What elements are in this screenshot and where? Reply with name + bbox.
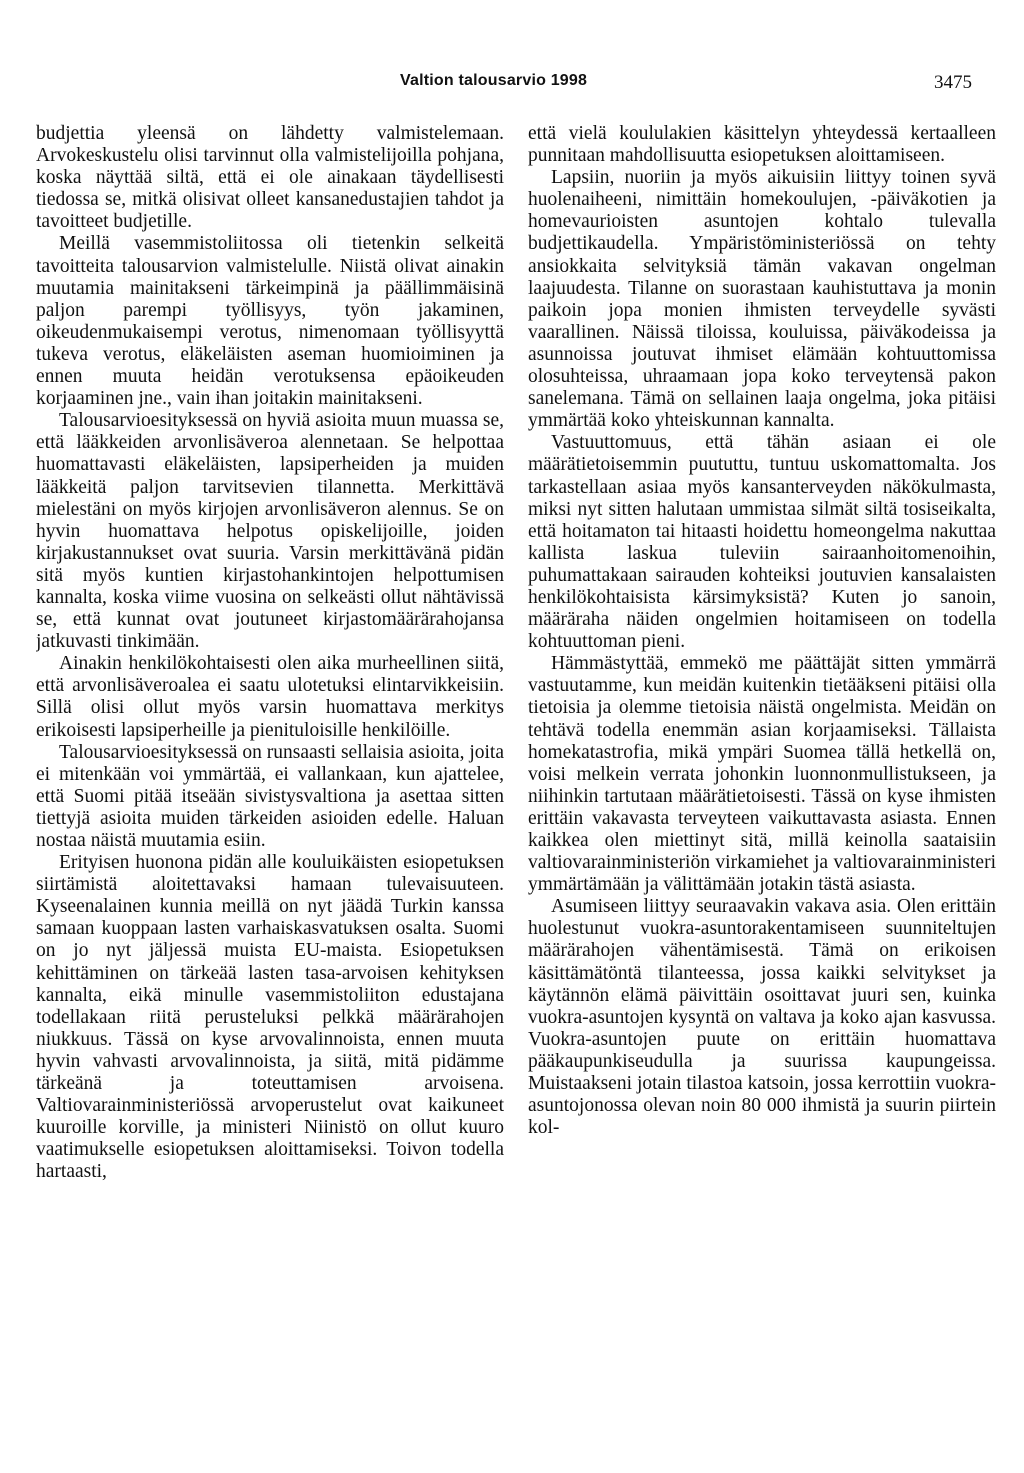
paragraph: Talousarvioesityksessä on hyviä asioita muun muassa se, että lääkkeiden arvonlisäveroa alennetaan. Se helpottaa huomattavasti eläkeläisten, lapsiperheiden ja muiden lääkkeitä paljon tarvitsevien tilannetta. Merkittävä mielestäni on myös kirjojen arvonlisäveron alennus. Se on hyvin huomattava helpotus opiskelijoille, joiden kirjakustannukset ovat suuria. Varsin merkittävänä pidän sitä myös kuntien kirjastohankintojen helpottumisen kannalta, koska viime vuosina on selkeästi ollut nähtävissä se, että kunnat ovat joutuneet kirjastomäärärahojansa jatkuvasti tinkimään. [36,410,504,653]
paragraph: Asumiseen liittyy seuraavakin vakava asia. Olen erittäin huolestunut vuokra-asuntorakentamiseen suunniteltujen määrärahojen vähentämisestä. Tämä on erikoisen käsittämätöntä tilanteessa, jossa kaikki selvitykset ja käytännön elämä päivittäin osoittavat juuri sen, kuinka vuokra-asuntojen kysyntä on valtava ja koko ajan kasvussa. Vuokra-asuntojen puute on erittäin huomattava pääkaupunkiseudulla ja suurissa kaupungeissa. Muistaakseni jotain tilastoa katsoin, jossa kerrottiin vuokra-asuntojonossa olevan noin 80 000 ihmistä ja suurin piirtein kol- [528,896,996,1139]
right-column [528,123,996,1443]
paragraph: Hämmästyttää, emmekö me päättäjät sitten ymmärrä vastuutamme, kun meidän kuitenkin tietääkseni pitäisi olla tietoisia ja olemme tietoisia näistä ongelmista. Meidän on tehtävä todella enemmän asian korjaamiseksi. Tällaista homekatastrofia, mikä ympäri Suomea tällä hetkellä on, voisi melkein verrata johonkin luonnonmullistukseen, ja niihinkin tartutaan määrätietoisesti. Tässä on kyse ihmisten erittäin vakavasta terveyteen vaikuttavasta asiasta. Ennen kaikkea olen miettinyt sitä, millä keinolla saataisiin valtiovarainministeriön virkamiehet ja valtiovarainministeri ymmärtämään ja välittämään jotakin tästä asiasta. [528,653,996,896]
paragraph: Meillä vasemmistoliitossa oli tietenkin selkeitä tavoitteita talousarvion valmistelulle. Niistä olivat ainakin muutamia mainitakseni tärkeimpinä ja päällimmäisinä paljon parempi työllisyys, työn jakaminen, oikeudenmukaisempi verotus, nimenomaan työllisyyttä tukeva verotus, eläkeläisten aseman huomioiminen ja ennen muuta heidän verotuksensa epäoikeuden korjaaminen jne., vain ihan joitakin mainitakseni. [36,233,504,410]
page-header [0,72,1024,102]
paragraph: Ainakin henkilökohtaisesti olen aika murheellinen siitä, että arvonlisäveroalea ei saatu ulotetuksi elintarvikkeisiin. Sillä olisi ollut myös varsin huomattava merkitys erikoisesti lapsiperheille ja pienituloisille henkilöille. [36,653,504,741]
paragraph: Vastuuttomuus, että tähän asiaan ei ole määrätietoisemmin puututtu, tuntuu uskomattomalta. Jos tarkastellaan asiaa myös kansanterveyden näkökulmasta, miksi nyt sitten halutaan ummistaa silmät siltä tosiseikalta, että hoitamaton tai hitaasti hoidettu homeongelma nakuttaa kallista laskua tuleviin sairaanhoitomenoihin, puhumattakaan sairauden kohteiksi joutuvien kansalaisten henkilökohtaisista kärsimyksistä? Kuten jo sanoin, määräraha näiden ongelmien hoitamiseen on todella kohtuuttoman pieni. [528,432,996,653]
left-column [36,123,504,1443]
paragraph: Lapsiin, nuoriin ja myös aikuisiin liittyy toinen syvä huolenaiheeni, nimittäin homekoulujen, -päiväkotien ja homevaurioisten asuntojen kohtalo tulevalla budjettikaudella. Ympäristöministeriössä on tehty ansiokkaita selvityksiä tämän vakavan ongelman laajuudesta. Tilanne on suorastaan kauhistuttava ja monin paikoin jopa monien ihmisten terveydelle syvästi vaarallinen. Näissä tiloissa, kouluissa, päiväkodeissa ja asunnoissa joutuvat ihmiset elämään kohtuuttomissa olosuhteissa, uhraamaan jopa koko terveytensä pakon sanelemana. Tämä on sellainen laaja ongelma, joka pitäisi ymmärtää koko yhteiskunnan kannalta. [528,167,996,432]
paragraph: budjettia yleensä on lähdetty valmistelemaan. Arvokeskustelu olisi tarvinnut olla valmistelijoilla pohjana, koska näyttää siltä, että ei ole ainakaan täydellisesti tiedossa se, mitkä olisivat olleet kansanedustajien tahdot ja tavoitteet budjetille. [36,123,504,233]
paragraph: Talousarvioesityksessä on runsaasti sellaisia asioita, joita ei mitenkään voi ymmärtää, ei vallankaan, kun ajattelee, että Suomi pitää itseään sivistysvaltiona ja asettaa sitten tiettyjä asioita muiden tärkeiden asioiden edelle. Haluan nostaa näistä muutamia esiin. [36,741,504,851]
paragraph: että vielä koululakien käsittelyn yhteydessä kertaalleen punnitaan mahdollisuutta esiopetuksen aloittamiseen. [528,123,996,167]
paragraph: Erityisen huonona pidän alle kouluikäisten esiopetuksen siirtämistä aloitettavaksi hamaan tulevaisuuteen. Kyseenalainen kunnia meillä on nyt jäädä Turkin kanssa samaan kuoppaan lasten varhaiskasvatuksen osalta. Suomi on jo nyt jäljessä muista EU-maista. Esiopetuksen kehittäminen on tärkeää lasten tasa-arvoisen kehityksen kannalta, eikä minulle vasemmistoliiton edustajana todellakaan riitä perusteluksi pelkkä määrärahojen niukkuus. Tässä on kyse arvovalinnoista, ennen muuta hyvin vahvasti arvovalinnoista, ja siitä, mitä pidämme tärkeänä ja toteuttamisen arvoisena. Valtiovarainministeriössä arvoperustelut ovat kaikuneet kuuroille korville, ja ministeri Niinistö on ollut kuuro vaatimukselle esiopetuksen aloittamiseksi. Toivon todella hartaasti, [36,852,504,1183]
page-number: 3475 [934,72,972,93]
running-title: Valtion talousarvio 1998 [400,72,588,89]
